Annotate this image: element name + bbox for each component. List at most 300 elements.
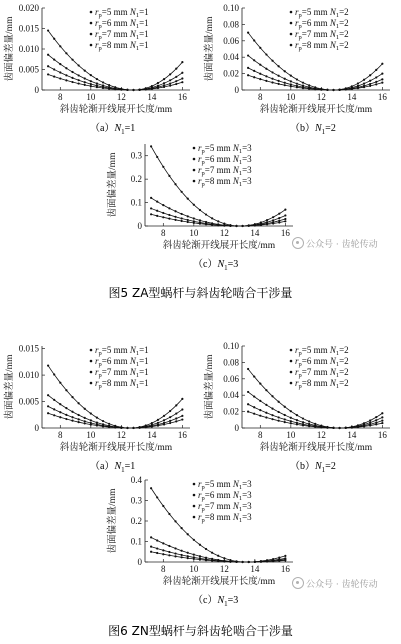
data-point	[296, 414, 298, 416]
x-tick-label: 8	[161, 564, 166, 574]
data-point	[265, 75, 267, 77]
data-point	[175, 68, 177, 70]
data-point	[296, 78, 298, 80]
data-point	[290, 420, 292, 422]
legend-marker	[193, 505, 196, 508]
data-point	[71, 81, 73, 83]
data-point	[163, 86, 165, 88]
legend-entry: $r_p=7$ mm $N_1=1$	[95, 367, 149, 379]
legend-marker	[193, 169, 196, 172]
panel-caption-fig6-b: $(b)N_1=2$	[290, 461, 336, 474]
data-point	[369, 419, 371, 421]
data-point	[199, 219, 201, 221]
data-point	[363, 82, 365, 84]
data-point	[150, 197, 152, 199]
data-point	[253, 413, 255, 415]
data-point	[278, 416, 280, 418]
data-point	[163, 82, 165, 84]
x-tick-label: 16	[377, 430, 387, 440]
data-point	[120, 427, 122, 429]
data-point	[65, 414, 67, 416]
data-point	[199, 209, 201, 211]
y-tick-label: 0.04	[223, 390, 239, 401]
data-point	[193, 558, 195, 560]
x-tick-label: 14	[147, 92, 157, 102]
data-point	[259, 409, 261, 411]
data-point	[53, 414, 55, 416]
legend-entry: $r_p=5$ mm $N_1=2$	[295, 345, 349, 357]
legend-entry: $r_p=5$ mm $N_1=3$	[198, 143, 252, 155]
data-point	[290, 75, 292, 77]
data-point	[260, 224, 262, 226]
legend-entry: $r_p=7$ mm $N_1=3$	[198, 165, 252, 177]
data-point	[284, 218, 286, 220]
chart-fig6-c	[103, 472, 303, 592]
data-point	[102, 425, 104, 427]
data-point	[169, 73, 171, 75]
x-tick-label: 16	[177, 430, 187, 440]
data-point	[290, 410, 292, 412]
y-tick-label: 0.2	[130, 516, 142, 526]
legend-marker	[193, 494, 196, 497]
data-point	[181, 398, 183, 400]
data-point	[53, 38, 55, 40]
panel-caption-fig6-c: $(c)N_1=3$	[193, 595, 239, 608]
data-point	[265, 389, 267, 391]
data-point	[211, 217, 213, 219]
data-point	[156, 552, 158, 554]
data-point	[145, 426, 147, 428]
legend-marker	[290, 360, 293, 363]
data-point	[272, 219, 274, 221]
legend-marker	[290, 371, 293, 374]
data-point	[211, 224, 213, 226]
data-point	[357, 82, 359, 84]
x-tick-label: 8	[258, 430, 263, 440]
y-tick-label: 0.2	[130, 174, 142, 185]
data-point	[278, 217, 280, 219]
data-point	[181, 72, 183, 74]
legend-marker	[90, 44, 93, 47]
legend-marker	[290, 44, 293, 47]
data-point	[259, 47, 261, 49]
legend-entry: $r_p=7$ mm $N_1=1$	[95, 29, 149, 41]
data-point	[174, 183, 176, 185]
data-point	[284, 220, 286, 222]
data-point	[108, 423, 110, 425]
data-point	[187, 552, 189, 554]
x-tick-label: 16	[377, 92, 387, 102]
data-point	[181, 61, 183, 63]
data-point	[381, 420, 383, 422]
data-point	[278, 420, 280, 422]
data-point	[139, 427, 141, 429]
data-point	[53, 399, 55, 401]
data-point	[314, 426, 316, 428]
data-point	[339, 89, 341, 91]
data-point	[59, 71, 61, 73]
data-point	[381, 422, 383, 424]
data-point	[381, 412, 383, 414]
data-point	[181, 191, 183, 193]
y-tick-label: 0.02	[223, 68, 239, 79]
x-tick-label: 14	[250, 228, 260, 238]
chart-fig5-c	[103, 136, 303, 256]
x-tick-label: 12	[316, 92, 326, 102]
y-axis-label: 齿面偏差量/mm	[5, 16, 15, 82]
data-point	[78, 74, 80, 76]
x-tick-label: 12	[116, 430, 126, 440]
y-tick-label: 0.010	[18, 370, 39, 381]
y-tick-label: 0	[34, 85, 39, 95]
legend-entry: $r_p=8$ mm $N_1=1$	[95, 40, 149, 52]
data-point	[84, 420, 86, 422]
data-point	[247, 74, 249, 76]
data-point	[369, 74, 371, 76]
data-point	[211, 560, 213, 562]
legend-entry: $r_p=6$ mm $N_1=2$	[295, 18, 349, 30]
data-point	[278, 80, 280, 82]
data-point	[320, 426, 322, 428]
data-point	[145, 88, 147, 90]
data-point	[90, 83, 92, 85]
data-point	[345, 88, 347, 90]
legend-entry: $r_p=8$ mm $N_1=1$	[95, 378, 149, 390]
data-point	[102, 81, 104, 83]
data-point	[132, 89, 134, 91]
data-point	[90, 74, 92, 76]
data-point	[259, 383, 261, 385]
data-point	[247, 411, 249, 413]
y-tick-label: 0.4	[130, 475, 142, 485]
data-point	[302, 424, 304, 426]
data-point	[65, 74, 67, 76]
y-tick-label: 0.1	[130, 536, 142, 547]
data-point	[278, 65, 280, 67]
figure-5	[0, 0, 401, 312]
data-point	[381, 63, 383, 65]
data-point	[345, 427, 347, 429]
y-axis-label: 齿面偏差量/mm	[5, 354, 15, 420]
data-point	[71, 420, 73, 422]
data-point	[174, 216, 176, 218]
x-tick-label: 8	[58, 92, 63, 102]
legend-entry: $r_p=6$ mm $N_1=3$	[198, 490, 252, 502]
data-point	[175, 420, 177, 422]
data-point	[284, 559, 286, 561]
x-axis-label: 斜齿轮渐开线展开长度/mm	[162, 577, 276, 587]
data-point	[96, 86, 98, 88]
legend-marker	[90, 349, 93, 352]
data-point	[168, 554, 170, 556]
data-point	[65, 389, 67, 391]
series-line-rp6	[248, 392, 382, 428]
figure-6	[0, 312, 401, 644]
x-axis-label: 斜齿轮渐开线展开长度/mm	[259, 443, 373, 453]
data-point	[96, 78, 98, 80]
data-point	[271, 71, 273, 73]
panel-caption-fig5-b: $(b)N_1=2$	[290, 123, 336, 136]
y-tick-label: 0.10	[223, 341, 239, 351]
data-point	[71, 396, 73, 398]
chart-fig6-a	[0, 338, 200, 458]
data-point	[157, 82, 159, 84]
data-point	[278, 83, 280, 85]
data-point	[290, 80, 292, 82]
data-point	[381, 416, 383, 418]
data-point	[156, 215, 158, 217]
data-point	[284, 84, 286, 86]
y-tick-label: 0.02	[223, 406, 239, 417]
data-point	[187, 221, 189, 223]
data-point	[284, 418, 286, 420]
data-point	[181, 77, 183, 79]
x-tick-label: 16	[177, 92, 187, 102]
data-point	[375, 81, 377, 83]
data-point	[187, 533, 189, 535]
legend-entry: $r_p=8$ mm $N_1=3$	[198, 176, 252, 188]
x-axis-label: 斜齿轮渐开线展开长度/mm	[162, 241, 276, 251]
data-point	[169, 420, 171, 422]
data-point	[375, 416, 377, 418]
data-point	[217, 560, 219, 562]
data-point	[65, 418, 67, 420]
data-point	[84, 417, 86, 419]
chart-fig5-b	[200, 0, 400, 120]
data-point	[174, 520, 176, 522]
data-point	[47, 54, 49, 56]
y-tick-label: 0.015	[18, 343, 39, 354]
y-tick-label: 0.020	[18, 3, 39, 13]
data-point	[59, 45, 61, 47]
figure-caption: 图6 ZN型蜗杆与斜齿轮啮合干涉量	[108, 624, 293, 638]
data-point	[174, 210, 176, 212]
data-point	[278, 401, 280, 403]
legend-marker	[90, 371, 93, 374]
x-tick-label: 10	[189, 564, 199, 574]
data-point	[59, 416, 61, 418]
data-point	[284, 78, 286, 80]
legend-entry: $r_p=5$ mm $N_1=3$	[198, 479, 252, 491]
data-point	[151, 88, 153, 90]
x-tick-label: 16	[280, 228, 290, 238]
legend-marker	[90, 11, 93, 14]
data-point	[242, 225, 244, 227]
data-point	[332, 89, 334, 91]
legend-marker	[193, 516, 196, 519]
data-point	[47, 73, 49, 75]
legend-entry: $r_p=5$ mm $N_1=1$	[95, 345, 149, 357]
data-point	[223, 225, 225, 227]
legend-marker	[193, 483, 196, 486]
data-point	[78, 79, 80, 81]
watermark: 公众号 · 齿轮传动	[292, 237, 378, 250]
data-point	[369, 80, 371, 82]
legend-marker	[90, 33, 93, 36]
data-point	[296, 86, 298, 88]
x-tick-label: 8	[58, 430, 63, 440]
data-point	[284, 406, 286, 408]
data-point	[156, 210, 158, 212]
data-point	[284, 414, 286, 416]
wechat-logo-icon	[292, 577, 304, 589]
legend-entry: $r_p=8$ mm $N_1=2$	[295, 378, 349, 390]
data-point	[187, 557, 189, 559]
data-point	[181, 527, 183, 529]
data-point	[162, 542, 164, 544]
data-point	[248, 561, 250, 563]
series-line-rp6	[248, 56, 382, 90]
data-point	[90, 412, 92, 414]
y-tick-label: 0	[137, 221, 142, 231]
x-tick-label: 8	[258, 92, 263, 102]
data-point	[308, 88, 310, 90]
data-point	[114, 88, 116, 90]
y-tick-label: 0.3	[130, 150, 142, 161]
data-point	[253, 406, 255, 408]
data-point	[156, 496, 158, 498]
x-tick-label: 10	[286, 430, 296, 440]
data-point	[150, 487, 152, 489]
data-point	[162, 204, 164, 206]
x-tick-label: 10	[189, 228, 199, 238]
data-point	[363, 86, 365, 88]
y-axis-label: 齿面偏差量/mm	[205, 354, 215, 420]
data-point	[290, 85, 292, 87]
x-tick-label: 10	[286, 92, 296, 102]
data-point	[47, 29, 49, 31]
y-tick-label: 0.10	[223, 3, 239, 13]
data-point	[296, 423, 298, 425]
data-point	[78, 82, 80, 84]
data-point	[253, 375, 255, 377]
data-point	[265, 404, 267, 406]
data-point	[187, 215, 189, 217]
data-point	[59, 382, 61, 384]
data-point	[84, 84, 86, 86]
data-point	[381, 82, 383, 84]
y-tick-label: 0	[234, 423, 239, 433]
data-point	[168, 218, 170, 220]
data-point	[266, 560, 268, 562]
data-point	[90, 419, 92, 421]
data-point	[253, 70, 255, 72]
data-point	[90, 80, 92, 82]
data-point	[290, 417, 292, 419]
chart-fig6-b	[200, 338, 400, 458]
data-point	[369, 85, 371, 87]
data-point	[150, 207, 152, 209]
data-point	[59, 63, 61, 65]
data-point	[96, 424, 98, 426]
data-point	[156, 156, 158, 158]
data-point	[217, 220, 219, 222]
data-point	[199, 544, 201, 546]
legend-entry: $r_p=5$ mm $N_1=2$	[295, 7, 349, 19]
data-point	[175, 412, 177, 414]
data-point	[163, 419, 165, 421]
data-point	[156, 547, 158, 549]
legend-entry: $r_p=6$ mm $N_1=3$	[198, 154, 252, 166]
data-point	[247, 67, 249, 69]
data-point	[217, 224, 219, 226]
data-point	[326, 427, 328, 429]
x-tick-label: 14	[147, 430, 157, 440]
data-point	[59, 403, 61, 405]
y-tick-label: 0.005	[18, 64, 39, 75]
data-point	[181, 217, 183, 219]
data-point	[308, 84, 310, 86]
data-point	[199, 559, 201, 561]
x-axis-label: 斜齿轮渐开线展开长度/mm	[59, 105, 173, 115]
data-point	[181, 415, 183, 417]
data-point	[271, 414, 273, 416]
data-point	[193, 554, 195, 556]
data-point	[357, 87, 359, 89]
data-point	[175, 80, 177, 82]
data-point	[278, 411, 280, 413]
data-point	[169, 416, 171, 418]
data-point	[108, 88, 110, 90]
data-point	[150, 145, 152, 147]
x-tick-label: 14	[347, 92, 357, 102]
x-tick-label: 10	[86, 430, 96, 440]
x-tick-label: 14	[347, 430, 357, 440]
data-point	[205, 548, 207, 550]
data-point	[199, 223, 201, 225]
data-point	[65, 52, 67, 54]
legend-marker	[193, 158, 196, 161]
data-point	[375, 423, 377, 425]
data-point	[181, 554, 183, 556]
data-point	[168, 207, 170, 209]
data-point	[175, 404, 177, 406]
data-point	[205, 559, 207, 561]
data-point	[229, 225, 231, 227]
data-point	[284, 82, 286, 84]
data-point	[53, 68, 55, 70]
y-tick-label: 0	[34, 423, 39, 433]
data-point	[169, 422, 171, 424]
legend-entry: $r_p=8$ mm $N_1=3$	[198, 512, 252, 524]
series-line-rp6	[151, 537, 285, 562]
data-point	[308, 425, 310, 427]
data-point	[265, 68, 267, 70]
data-point	[175, 83, 177, 85]
data-point	[102, 87, 104, 89]
data-point	[320, 89, 322, 91]
data-point	[169, 79, 171, 81]
data-point	[290, 422, 292, 424]
data-point	[332, 427, 334, 429]
y-tick-label: 0.06	[223, 373, 239, 384]
data-point	[278, 213, 280, 215]
data-point	[84, 69, 86, 71]
data-point	[272, 222, 274, 224]
data-point	[247, 391, 249, 393]
legend-marker	[193, 180, 196, 183]
data-point	[284, 214, 286, 216]
data-point	[247, 403, 249, 405]
data-point	[150, 213, 152, 215]
data-point	[259, 415, 261, 417]
legend-entry: $r_p=7$ mm $N_1=2$	[295, 367, 349, 379]
data-point	[47, 405, 49, 407]
data-point	[223, 557, 225, 559]
data-point	[126, 89, 128, 91]
data-point	[78, 418, 80, 420]
data-point	[90, 85, 92, 87]
